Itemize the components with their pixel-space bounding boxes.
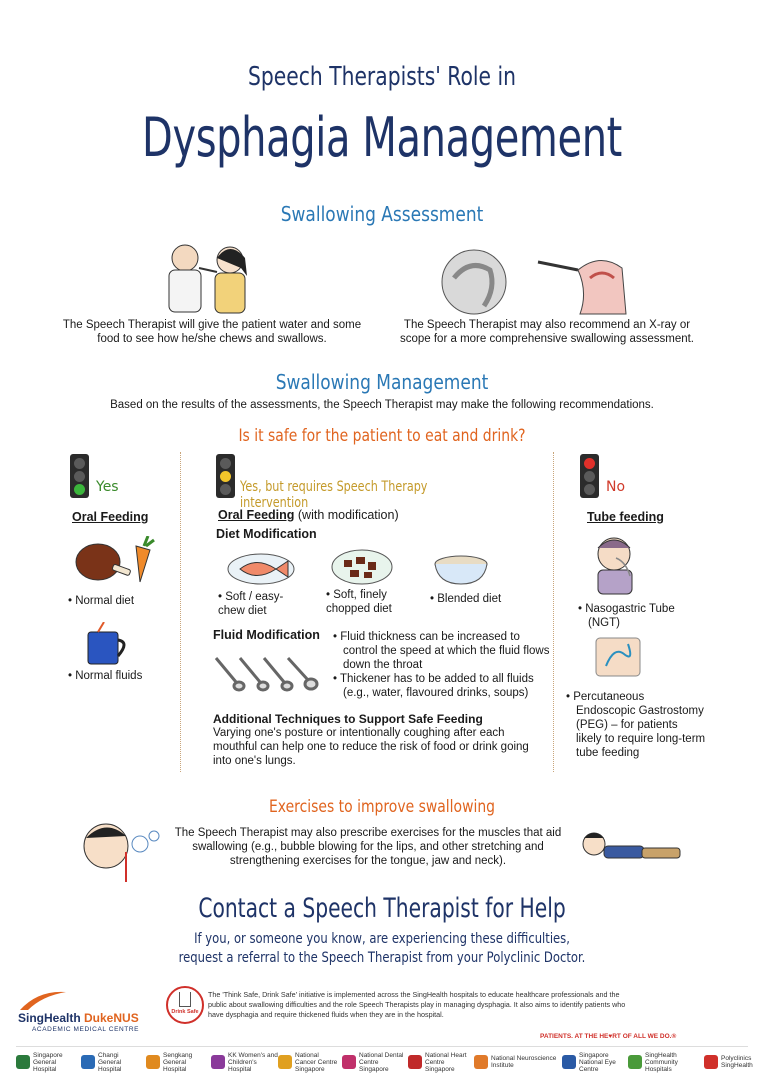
institution-icon — [211, 1055, 225, 1069]
exercises-text: The Speech Therapist may also prescribe exercises for the muscles that aid swallowing (e.g., bubble blowing for the lips, and other stretching and strengthening exercises for the tongue, jaw and neck). — [174, 827, 562, 867]
singhealth-swoosh-logo — [18, 990, 68, 1012]
institution-icon — [408, 1055, 422, 1069]
institution-logo — [704, 1051, 757, 1073]
normal-diet-item: • Normal diet — [68, 595, 135, 607]
institution-name: National Dental Centre Singapore — [359, 1051, 404, 1073]
fish-plate-illustration — [226, 552, 296, 586]
institution-name: Sengkang General Hospital — [163, 1051, 193, 1073]
academic-medical-centre: ACADEMIC MEDICAL CENTRE — [32, 1026, 140, 1033]
footer-rule — [16, 1046, 748, 1047]
spoons-illustration — [214, 652, 324, 694]
traffic-light-red-icon — [580, 454, 599, 498]
oral-feeding-heading: Oral Feeding — [72, 510, 149, 524]
contact-line-1: If you, or someone you know, are experiencing these difficulties, — [194, 931, 570, 947]
tagline: PATIENTS. AT THE HE♥RT OF ALL WE DO.® — [540, 1033, 677, 1040]
institution-name: National Neuroscience Institute — [491, 1055, 557, 1069]
institution-logo — [562, 1051, 625, 1073]
peg-tube-illustration — [594, 636, 642, 678]
no-label: No — [606, 479, 626, 495]
dukenus-name: DukeNUS — [84, 1011, 139, 1025]
institution-name: SingHealth Community Hospitals — [645, 1051, 678, 1073]
institution-logo — [474, 1051, 561, 1073]
institution-name: Singapore National Eye Centre — [579, 1051, 616, 1073]
drink-safe-logo — [166, 986, 204, 1024]
poster-subtitle: Speech Therapists' Role in — [248, 62, 516, 92]
exercises-heading: Exercises to improve swallowing — [268, 797, 496, 817]
institution-logo — [628, 1051, 693, 1073]
techniques-heading: Additional Techniques to Support Safe Feeding — [213, 712, 483, 726]
contact-heading: Contact a Speech Therapist for Help — [198, 893, 566, 924]
fluid-thickness-item: • Fluid thickness can be increased to control the speed at which the fluid flows down the throat — [333, 631, 550, 671]
poster-title: Dysphagia Management — [142, 106, 622, 169]
institution-name: KK Women's and Children's Hospital — [228, 1051, 278, 1073]
normal-fluids-item: • Normal fluids — [68, 670, 143, 682]
techniques-text: Varying one's posture or intentionally coughing after each mouthful can help one to reduce the risk of food or drink going into one's lungs. — [213, 727, 529, 767]
food-illustration — [74, 536, 156, 586]
institution-name: Singapore General Hospital — [33, 1051, 63, 1073]
xray-scope-illustration — [440, 248, 630, 316]
tube-feeding-heading: Tube feeding — [587, 510, 664, 524]
institution-logo — [16, 1051, 77, 1073]
modified-oral-feeding-heading — [218, 508, 399, 522]
neck-exercise-illustration — [580, 826, 684, 870]
institution-icon — [16, 1055, 30, 1069]
column-divider-left — [180, 452, 181, 772]
fluid-thickness-text: Fluid thickness can be increased to control the speed at which the fluid flows down the throat — [340, 631, 550, 671]
yes-label: Yes — [96, 479, 119, 495]
assessment-left-text: The Speech Therapist will give the patient water and some food to see how he/she chews and swallows. — [62, 319, 362, 345]
modified-oral-feeding-suffix: (with modification) — [294, 508, 399, 522]
peg-item: • Percutaneous Endoscopic Gastrostomy (PEG) – for patients likely to require long-term tube feeding — [566, 691, 706, 759]
peg-text: Percutaneous Endoscopic Gastrostomy (PEG) – for patients likely to require long-term tube feeding — [573, 691, 706, 759]
management-intro: Based on the results of the assessments, the Speech Therapist may make the following recommendations. — [110, 399, 654, 411]
institution-name: National Cancer Centre Singapore — [295, 1051, 338, 1073]
traffic-light-yellow-icon — [216, 454, 235, 498]
mug-illustration — [84, 622, 132, 666]
assessment-right-text: The Speech Therapist may also recommend an X-ray or scope for a more comprehensive swallowing assessment. — [399, 319, 695, 345]
nasogastric-item: • Nasogastric Tube (NGT) — [578, 603, 675, 629]
drink-safe-label: Drink Safe — [171, 1009, 199, 1015]
singhealth-name: SingHealth — [18, 1011, 81, 1025]
yes-but-label: Yes, but requires Speech Therapy intervention — [240, 479, 428, 511]
institution-name: Polyclinics SingHealth — [721, 1055, 753, 1069]
institution-icon — [278, 1055, 292, 1069]
diet-modification-heading: Diet Modification — [216, 527, 317, 541]
institution-name: Changi General Hospital — [98, 1051, 122, 1073]
contact-line-2: request a referral to the Speech Therapist from your Polyclinic Doctor. — [178, 950, 586, 966]
institution-logo — [342, 1051, 405, 1073]
institution-icon — [562, 1055, 576, 1069]
institution-logo — [146, 1051, 207, 1073]
institution-icon — [146, 1055, 160, 1069]
institution-logo — [211, 1051, 278, 1073]
traffic-light-green-icon — [70, 454, 89, 498]
singhealth-brand — [18, 1011, 139, 1025]
chopped-meat-plate-illustration — [330, 548, 394, 586]
institution-icon — [81, 1055, 95, 1069]
institution-icon — [342, 1055, 356, 1069]
institution-logo — [278, 1051, 341, 1073]
bubble-blowing-illustration — [82, 822, 162, 884]
nasogastric-text: Nasogastric Tube (NGT) — [585, 603, 675, 629]
institution-logo — [408, 1051, 471, 1073]
institution-icon — [704, 1055, 718, 1069]
column-divider-right — [553, 452, 554, 772]
institution-icon — [474, 1055, 488, 1069]
ngt-patient-illustration — [590, 532, 640, 596]
institution-name: National Heart Centre Singapore — [425, 1051, 467, 1073]
blended-bowl-illustration — [432, 554, 490, 586]
initiative-text: The 'Think Safe, Drink Safe' initiative is implemented across the SingHealth hospitals to educate healthcare professionals and the public about swallowing difficulties and the role Speech Therapists play in managing dysphagia. It also aims to identify patients who have dysphagia and require thickened fluids when they are in the hospital. — [208, 990, 626, 1019]
fluid-modification-heading: Fluid Modification — [213, 628, 320, 642]
soft-chopped-item: • Soft, finely chopped diet — [326, 589, 392, 615]
institution-icon — [628, 1055, 642, 1069]
assessment-heading: Swallowing Assessment — [280, 202, 484, 226]
safety-question: Is it safe for the patient to eat and drink? — [238, 426, 526, 446]
modified-oral-feeding-title: Oral Feeding — [218, 508, 295, 522]
blended-diet-item: • Blended diet — [430, 593, 502, 605]
therapist-patient-illustration — [155, 238, 265, 316]
institution-logo — [81, 1051, 142, 1073]
soft-easy-chew-item: • Soft / easy- chew diet — [218, 591, 284, 617]
thickener-item: • Thickener has to be added to all fluids (e.g., water, flavoured drinks, soups) — [333, 673, 534, 699]
thickener-text: Thickener has to be added to all fluids (e.g., water, flavoured drinks, soups) — [340, 673, 534, 699]
management-heading: Swallowing Management — [275, 370, 489, 394]
